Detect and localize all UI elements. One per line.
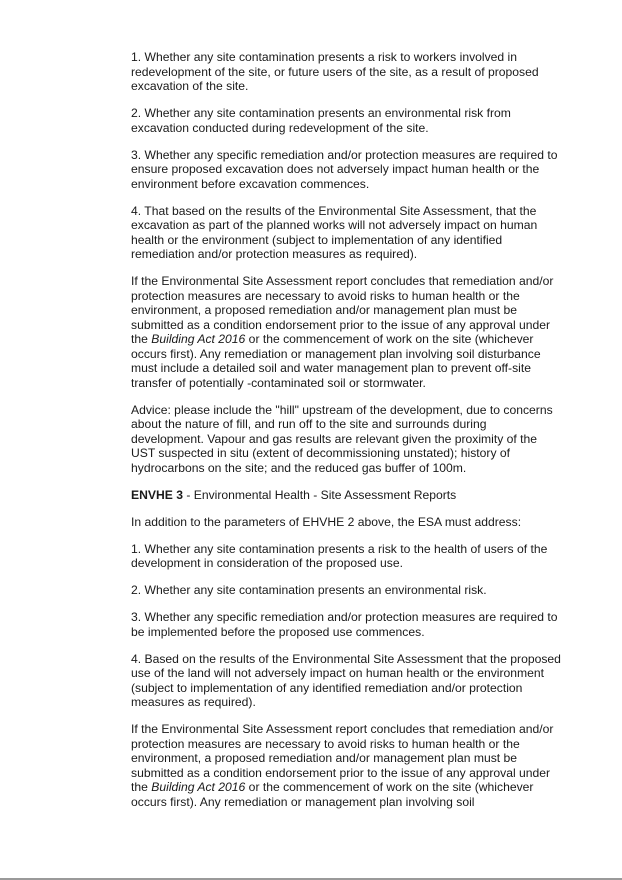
section-heading-title: - Environmental Health - Site Assessment Reports — [182, 487, 457, 502]
s1-act-name: Building Act 2016 — [151, 332, 246, 346]
s1-item-3: 3. Whether any specific remediation and/or protection measures are required to ensure proposed excavation does not adversely impact human health or the environment before excavation commences. — [131, 147, 558, 191]
s2-report-paragraph — [131, 722, 561, 809]
document-body — [131, 50, 561, 822]
s1-item-4: 4. That based on the results of the Environmental Site Assessment, that the excavation as part of the planned works will not adversely impact on human health or the environment (subject to implementation of any identified remediation and/or protection measures as required). — [131, 203, 538, 261]
section-heading — [131, 488, 561, 503]
s2-report-text-b: or the commencement of work on the site (whichever occurs first). Any remediation or management plan involving soil — [131, 780, 534, 809]
s1-report-text-b: or the commencement of work on the site (whichever occurs first). Any remediation or management plan involving soil disturbance must include a detailed soil and water management plan to prevent off-site transfer of potentially -contaminated soil or stormwater. — [131, 332, 541, 390]
s2-item-1: 1. Whether any site contamination presents a risk to the health of users of the development in consideration of the proposed use. — [131, 541, 548, 570]
s2-act-name: Building Act 2016 — [151, 780, 246, 794]
s1-item-1: 1. Whether any site contamination presents a risk to workers involved in redevelopment of the site, or future users of the site, as a result of proposed excavation of the site. — [131, 50, 539, 93]
s1-report-text-a: If the Environmental Site Assessment report concludes that remediation and/or protection measures are necessary to avoid risks to human health or the environment, a proposed remediation and/or management plan must be submitted as a condition endorsement prior to the issue of any approval under the — [131, 274, 554, 346]
s2-item-4: 4. Based on the results of the Environmental Site Assessment that the proposed use of the land will not adversely impact on human health or the environment (subject to implementation of any identified remediation and/or protection measures as required). — [131, 651, 561, 709]
section-heading-code: ENVHE 3 — [131, 487, 183, 502]
s2-item-2: 2. Whether any site contamination presents an environmental risk. — [131, 583, 487, 597]
s2-report-text-a: If the Environmental Site Assessment report concludes that remediation and/or protection measures are necessary to avoid risks to human health or the environment, a proposed remediation and/or management plan must be submitted as a condition endorsement prior to the issue of any approval under the — [131, 722, 554, 794]
s2-item-3: 3. Whether any specific remediation and/or protection measures are required to be implemented before the proposed use commences. — [131, 610, 558, 639]
s1-advice-paragraph: Advice: please include the "hill" upstream of the development, due to concerns about the nature of fill, and run off to the site and surrounds during development. Vapour and gas results are relevant given the proximity of the UST suspected in situ (extent of decommissioning unstated); history of hydrocarbons on the site; and the reduced gas buffer of 100m. — [131, 402, 553, 475]
s1-item-2: 2. Whether any site contamination presents an environmental risk from excavation conducted during redevelopment of the site. — [131, 106, 511, 135]
s1-report-paragraph — [131, 274, 561, 390]
s2-intro: In addition to the parameters of EHVHE 2 above, the ESA must address: — [131, 514, 522, 529]
